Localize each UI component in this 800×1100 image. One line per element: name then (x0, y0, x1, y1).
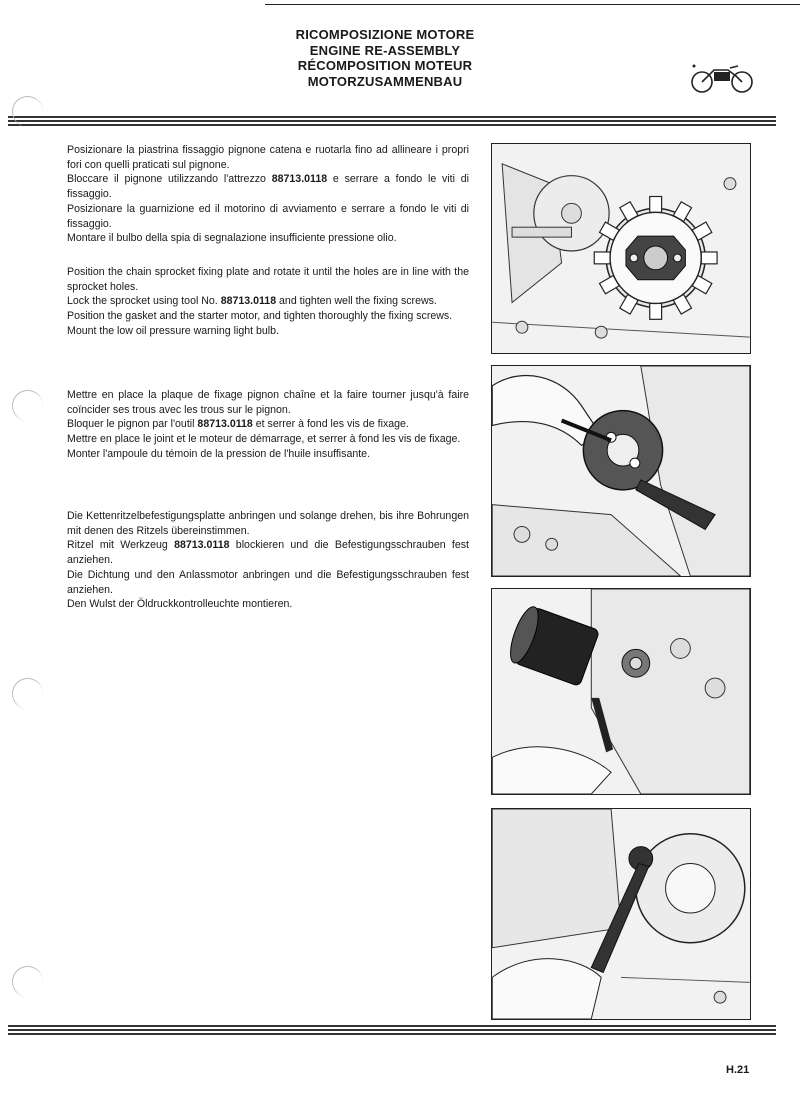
wrench-tightening-illustration (491, 808, 751, 1020)
text-german (67, 509, 469, 626)
text-english (67, 265, 469, 353)
top-rule (265, 4, 800, 5)
motorcycle-logo-icon (690, 56, 754, 96)
punch-hole (12, 390, 43, 421)
paragraph: Mettre en place la plaque de fixage pignon chaîne et la faire tourner jusqu'à faire coïncider ses trous avec les trous sur le pignon. Bloquer le pignon par l'outil 88713.0118 et serrer à fond les vis de fixage. Mettre en place le joint et le moteur de démarrage, et serrer à fond les vis de fixage. Monter l'ampoule du témoin de la pression de l'huile insuffisante. (67, 389, 469, 460)
punch-hole (12, 96, 43, 127)
title-italian: RICOMPOSIZIONE MOTORE (295, 27, 475, 42)
footer-stripes (8, 1025, 776, 1037)
starter-motor-illustration (491, 588, 751, 795)
header-stripes (8, 116, 776, 128)
text-italian (67, 143, 469, 260)
paragraph: Posizionare la piastrina fissaggio pignone catena e ruotarla fino ad allineare i propri fori con quelli praticati sul pignone. Bloccare il pignone utilizzando l'attrezzo 88713.0118 e serrare a fondo le viti di fissaggio. Posizionare la guarnizione ed il motorino di avviamento e serrare a fondo le viti di fissaggio. Montare il bulbo della spia di segnalazione insufficiente pressione olio. (67, 144, 469, 245)
punch-hole (12, 966, 43, 997)
tool-number: 88713.0118 (271, 173, 328, 186)
tool-number: 88713.0118 (174, 539, 230, 552)
tool-number: 88713.0118 (197, 418, 253, 431)
title-french: RÉCOMPOSITION MOTEUR (297, 58, 473, 73)
title-german: MOTORZUSAMMENBAU (307, 73, 463, 89)
punch-hole (12, 678, 43, 709)
paragraph: Position the chain sprocket fixing plate and rotate it until the holes are in line with the sprocket holes. Lock the sprocket using tool No. 88713.0118 and tighten well the fixing screws. Position the gasket and the starter motor, and tighten thoroughly the fixing screws. Mount the low oil pressure warning light bulb. (67, 266, 469, 337)
page-number: H.21 (726, 1064, 750, 1076)
sprocket-lock-tool-illustration (491, 365, 751, 577)
page-header (230, 27, 540, 89)
paragraph: Die Kettenritzelbefestigungsplatte anbringen und solange drehen, bis ihre Bohrungen mit denen des Ritzels übereinstimmen. Ritzel mit Werkzeug 88713.0118 blockieren und die Befestigungsschrauben fest anziehen. Die Dichtung und den Anlassmotor anbringen und die Befestigungsschrauben fest anziehen. Den Wulst der Öldruckkontrolleuchte montieren. (67, 510, 470, 611)
tool-number: 88713.0118 (220, 295, 277, 308)
text-french (67, 388, 469, 476)
sprocket-fixing-plate-illustration (491, 143, 751, 354)
title-english: ENGINE RE-ASSEMBLY (309, 42, 461, 58)
